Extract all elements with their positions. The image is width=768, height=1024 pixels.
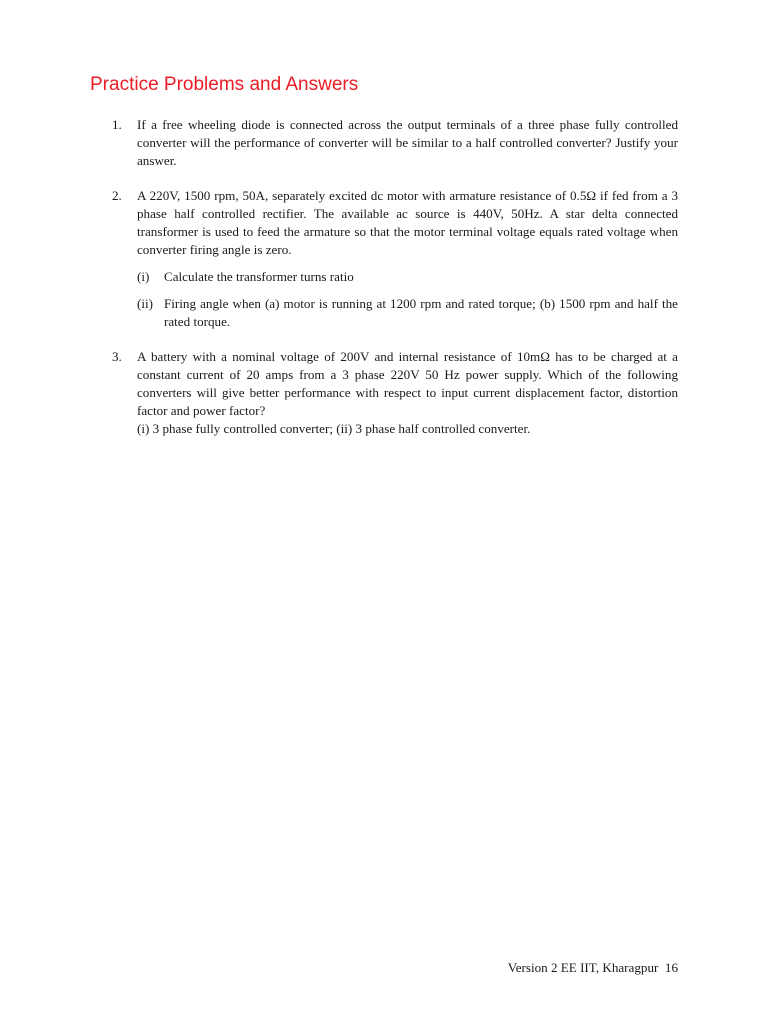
problem-item-2 [108, 187, 678, 331]
sub-question-item-2 [137, 295, 678, 331]
page-title: Practice Problems and Answers [90, 74, 359, 95]
sub-question-item-1 [137, 268, 678, 286]
page-footer: Version 2 EE IIT, Kharagpur 16 [507, 960, 678, 975]
sub-question-text: Firing angle when (a) motor is running at 1200 rpm and rated torque; (b) 1500 rpm and half the rated torque. [164, 296, 678, 329]
problem-number: 1. [112, 117, 122, 132]
problem-list [108, 116, 678, 438]
problem-text: A battery with a nominal voltage of 200V and internal resistance of 10mΩ has to be charged at a constant current of 20 amps from a 3 phase 220V 50 Hz power supply. Which of the following converters will give better performance with respect to input current displacement factor, distortion factor and power factor? [137, 349, 678, 418]
problem-options: (i) 3 phase fully controlled converter; (ii) 3 phase half controlled converter. [137, 421, 531, 436]
problem-number: 2. [112, 188, 122, 203]
sub-question-number: (ii) [137, 296, 153, 311]
sub-question-number: (i) [137, 269, 150, 284]
problem-item-3 [108, 348, 678, 438]
sub-question-text: Calculate the transformer turns ratio [164, 269, 354, 284]
problem-number: 3. [112, 349, 122, 364]
sub-question-list [137, 268, 678, 331]
problem-item-1 [108, 116, 678, 170]
problem-text: A 220V, 1500 rpm, 50A, separately excited dc motor with armature resistance of 0.5Ω if fed from a 3 phase half controlled rectifier. The available ac source is 440V, 50Hz. A star delta connected transformer is used to feed the armature so that the motor terminal voltage equals rated voltage when converter firing angle is zero. [137, 188, 678, 257]
problem-text: If a free wheeling diode is connected across the output terminals of a three phase fully controlled converter will the performance of converter will be similar to a half controlled converter? Justify your answer. [137, 117, 678, 168]
